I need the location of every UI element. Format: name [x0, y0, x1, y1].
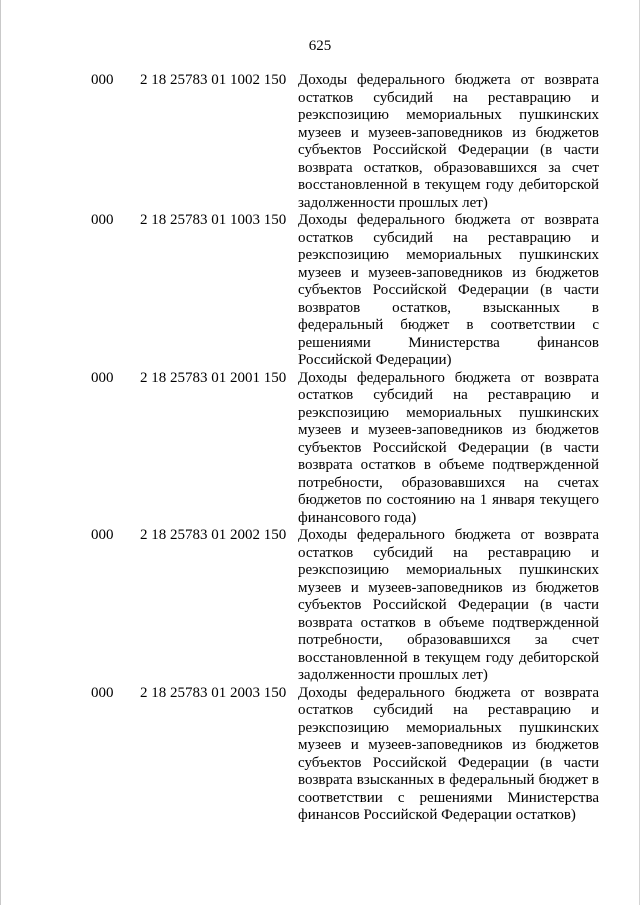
- budget-classification-code: 2 18 25783 01 2001 150: [140, 369, 287, 386]
- budget-code-entry: [1, 72, 640, 212]
- admin-code: 000: [91, 369, 114, 386]
- budget-code-entry: [1, 370, 640, 528]
- budget-code-entry: [1, 685, 640, 825]
- revenue-description: Доходы федерального бюджета от возврата остатков субсидий на реставрацию и реэкспозицию мемориальных пушкинских музеев и музеев-заповедников из бюджетов субъектов Российской Федерации (в части возврата остатков, образовавшихся за счет восстановленной в текущем году дебиторской задолженности прошлых лет): [298, 72, 599, 211]
- admin-code: 000: [91, 527, 114, 543]
- budget-classification-code: 2 18 25783 01 1003 150: [140, 212, 287, 228]
- revenue-description: Доходы федерального бюджета от возврата остатков субсидий на реставрацию и реэкспозицию мемориальных пушкинских музеев и музеев-заповедников из бюджетов субъектов Российской Федерации (в части возврата остатков в объеме подтвержденной потребности, образовавшихся за счет восстановленной в текущем году дебиторской задолженности прошлых лет): [298, 527, 599, 683]
- budget-code-entry: [1, 527, 640, 685]
- revenue-description: Доходы федерального бюджета от возврата остатков субсидий на реставрацию и реэкспозицию мемориальных пушкинских музеев и музеев-заповедников из бюджетов субъектов Российской Федерации (в части возврата остатков в объеме подтвержденной потребности, образовавшихся на счетах бюджетов по состоянию на 1 января текущего финансового года): [298, 369, 599, 526]
- budget-code-list: [1, 72, 640, 825]
- revenue-description: Доходы федерального бюджета от возврата остатков субсидий на реставрацию и реэкспозицию мемориальных пушкинских музеев и музеев-заповедников из бюджетов субъектов Российской Федерации (в части возвратов остатков, взысканных в федеральный бюджет в соответствии с решениями Министерства финансов Российской Федерации): [298, 212, 599, 368]
- admin-code: 000: [91, 72, 114, 88]
- page-number: 625: [308, 38, 332, 54]
- admin-code: 000: [91, 212, 114, 228]
- budget-classification-code: 2 18 25783 01 2002 150: [140, 527, 287, 543]
- budget-code-entry: [1, 212, 640, 370]
- admin-code: 000: [91, 684, 114, 701]
- budget-classification-code: 2 18 25783 01 2003 150: [140, 684, 287, 701]
- revenue-description: Доходы федерального бюджета от возврата остатков субсидий на реставрацию и реэкспозицию мемориальных пушкинских музеев и музеев-заповедников из бюджетов субъектов Российской Федерации (в части возврата взысканных в федеральный бюджет в соответствии с решениями Министерства финансов Российской Федерации остатков): [298, 684, 599, 823]
- budget-classification-code: 2 18 25783 01 1002 150: [140, 72, 287, 88]
